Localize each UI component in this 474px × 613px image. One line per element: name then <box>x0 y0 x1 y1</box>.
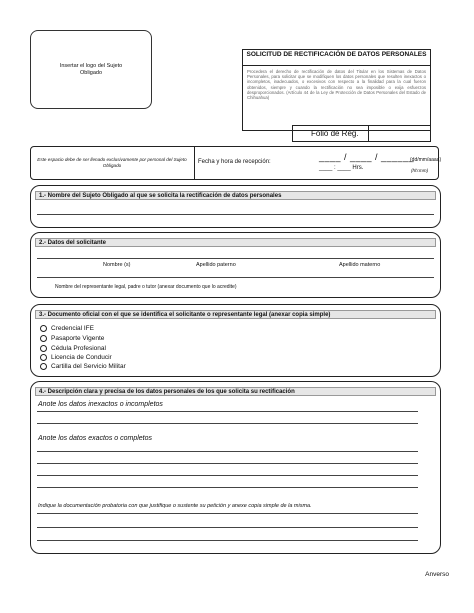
section-3-header: 3.- Documento oficial con el que se identifica el solicitante o representante legal (anexar copia simple) <box>35 310 436 319</box>
radio-icon[interactable] <box>40 345 47 352</box>
reception-box <box>30 146 442 180</box>
radio-icon[interactable] <box>40 363 47 370</box>
reception-label: Fecha y hora de recepción: <box>198 159 271 165</box>
folio-box <box>292 125 431 142</box>
section-2 <box>30 232 441 298</box>
section-1-line[interactable] <box>37 214 434 215</box>
reception-date-format: (dd/mm/aaaa) <box>410 157 442 163</box>
reception-time-field[interactable]: ____ : ____ Hrs. <box>319 165 364 171</box>
evidence-label: Indique la documentación probatoria con que justifique o sustente su petición y anexe copia simple de la misma. <box>38 503 312 509</box>
evidence-line-1[interactable] <box>37 513 418 514</box>
option-ife[interactable]: Credencial IFE <box>40 325 94 332</box>
option-passport[interactable]: Pasaporte Vigente <box>40 335 104 342</box>
exact-line-4[interactable] <box>37 487 418 488</box>
legal-notice: Procedera el derecho de rectificación de datos del Titular en los Sistemas de Datos Personales, para solicitar que se modifiquen los datos personales que resulten inexactos o incompletos, inadecuados, o excesivos con respecto a la finalidad para la cual fueron obtenidos, siempre y cuando la rectificación no sea imposible o exija esfuerzos desproporcionados. (Artículo 44 de la Ley de Protección de Datos Personales del Estado de Chihuahua) <box>242 65 431 131</box>
maternal-surname-label: Apellido materno <box>339 262 381 268</box>
evidence-line-3[interactable] <box>37 540 418 541</box>
folio-label: Folio de Reg. <box>293 126 369 141</box>
section-1 <box>30 185 441 228</box>
form-title: SOLICITUD DE RECTIFICACIÓN DE DATOS PERSONALES <box>242 49 431 65</box>
name-line[interactable] <box>37 258 434 259</box>
exact-line-1[interactable] <box>37 451 418 452</box>
radio-icon[interactable] <box>40 335 47 342</box>
reception-date-field[interactable]: ____ / ____ / ______ <box>319 152 415 162</box>
paternal-surname-label: Apellido paterno <box>196 262 236 268</box>
reception-divider <box>194 147 195 179</box>
section-4-header: 4.- Descripción clara y precisa de los datos personales de los que solicita su rectificación <box>35 387 436 396</box>
logo-placeholder-text: Insertar el logo del Sujeto Obligado <box>59 62 123 76</box>
option-professional-id[interactable]: Cédula Profesional <box>40 345 106 352</box>
exact-line-2[interactable] <box>37 463 418 464</box>
section-1-header: 1.- Nombre del Sujeto Obligado al que se solicita la rectificación de datos personales <box>35 191 436 200</box>
exact-data-label: Anote los datos exactos o completos <box>38 435 153 442</box>
inexact-line-2[interactable] <box>37 423 418 424</box>
logo-placeholder <box>30 30 152 109</box>
reception-note: Este espacio debe de ser llenado exclusivamente por personal del Sujeto Obligado <box>37 157 187 168</box>
inexact-line-1[interactable] <box>37 411 418 412</box>
option-military-card[interactable]: Cartilla del Servicio Militar <box>40 363 126 370</box>
reception-time-format: (hh:mm) <box>411 168 429 173</box>
section-4 <box>30 381 441 554</box>
page-side-label: Anverso <box>425 571 449 578</box>
representative-line[interactable] <box>37 277 434 278</box>
exact-line-3[interactable] <box>37 475 418 476</box>
inexact-data-label: Anote los datos inexactos o incompletos <box>38 401 163 408</box>
evidence-line-2[interactable] <box>37 527 418 528</box>
radio-icon[interactable] <box>40 325 47 332</box>
first-name-label: Nombre (s) <box>103 262 131 268</box>
representative-label: Nombre del representante legal, padre o tutor (anexar documento que lo acredite) <box>55 284 237 290</box>
section-2-header: 2.- Datos del solicitante <box>35 238 436 247</box>
radio-icon[interactable] <box>40 354 47 361</box>
option-drivers-license[interactable]: Licencia de Conducir <box>40 354 112 361</box>
